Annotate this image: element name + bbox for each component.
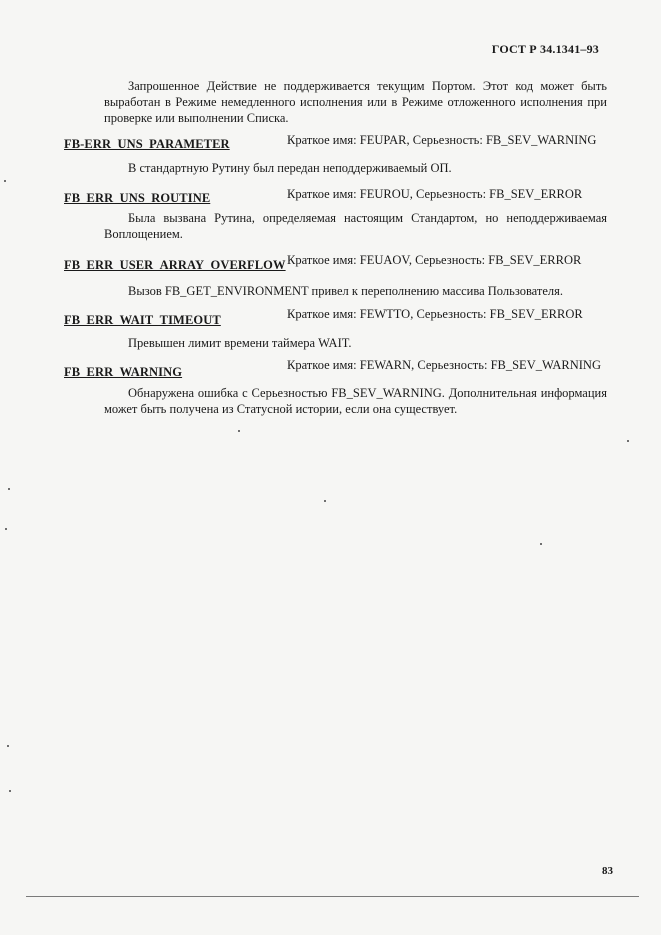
page-number: 83	[602, 865, 613, 877]
error-code-uns-parameter: FB-ERR_UNS_PARAMETER	[64, 137, 230, 151]
scan-speck	[238, 430, 240, 432]
scan-speck	[9, 790, 11, 792]
standard-header: ГОСТ Р 34.1341–93	[491, 42, 599, 56]
intro-paragraph: Запрошенное Действие не поддерживается текущим Портом. Этот код может быть выработан в Режиме немедленного исполнения или в Режиме отложенного исполнения при проверке или выполнении Списка.	[104, 79, 607, 125]
short-name-uns-parameter: Краткое имя: FEUPAR, Серьезность: FB_SEV_WARNING	[287, 133, 597, 147]
description-uns-routine: Была вызвана Рутина, определяемая настоящим Стандартом, но неподдерживаемая Воплощением.	[104, 211, 607, 241]
scan-speck	[324, 500, 326, 502]
scan-speck	[4, 180, 6, 182]
description-user-array-overflow: Вызов FB_GET_ENVIRONMENT привел к переполнению массива Пользователя.	[128, 284, 564, 298]
error-code-warning: FB_ERR_WARNING	[64, 365, 183, 379]
short-name-uns-routine: Краткое имя: FEUROU, Серьезность: FB_SEV_ERROR	[287, 187, 583, 201]
scan-speck	[627, 440, 629, 442]
error-code-wait-timeout: FB_ERR_WAIT_TIMEOUT	[64, 313, 221, 327]
footer-rule	[26, 896, 639, 897]
scan-speck	[540, 543, 542, 545]
error-code-user-array-overflow: FB_ERR_USER_ARRAY_OVERFLOW	[64, 258, 286, 272]
error-code-uns-routine: FB_ERR_UNS_ROUTINE	[64, 191, 211, 205]
scan-speck	[5, 528, 7, 530]
short-name-warning: Краткое имя: FEWARN, Серьезность: FB_SEV_WARNING	[287, 358, 601, 372]
description-uns-parameter: В стандартную Рутину был передан неподдерживаемый ОП.	[128, 161, 452, 175]
short-name-wait-timeout: Краткое имя: FEWTTO, Серьезность: FB_SEV_ERROR	[287, 307, 583, 321]
short-name-user-array-overflow: Краткое имя: FEUAOV, Серьезность: FB_SEV_ERROR	[287, 253, 582, 267]
scan-speck	[8, 488, 10, 490]
scan-speck	[7, 745, 9, 747]
description-warning: Обнаружена ошибка с Серьезностью FB_SEV_WARNING. Дополнительная информация может быть получена из Статусной истории, если она существует.	[104, 386, 607, 416]
description-wait-timeout: Превышен лимит времени таймера WAIT.	[128, 336, 352, 350]
